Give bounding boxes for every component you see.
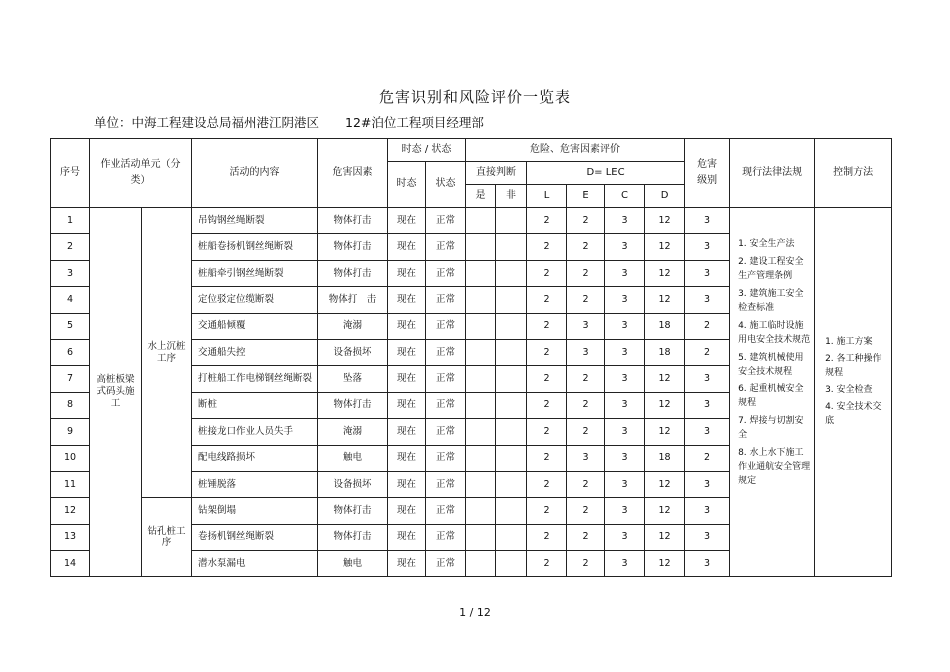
cell-level: 2 <box>685 339 730 365</box>
controls-cell <box>815 208 892 577</box>
header-activity-content: 活动的内容 <box>192 139 318 208</box>
cell-hazard: 物体打击 <box>318 208 388 234</box>
cell-E: 2 <box>567 392 605 418</box>
cell-L: 2 <box>527 551 567 577</box>
group-sub-2 <box>142 498 192 577</box>
header-yes: 是 <box>466 185 496 208</box>
cell-D: 12 <box>645 551 685 577</box>
cell-state: 正常 <box>426 208 466 234</box>
cell-C: 3 <box>605 260 645 286</box>
cell-state: 正常 <box>426 392 466 418</box>
cell-C: 3 <box>605 234 645 260</box>
cell-no <box>496 287 527 313</box>
cell-L: 2 <box>527 471 567 497</box>
cell-activity-content: 吊钩钢丝绳断裂 <box>192 208 318 234</box>
cell-tense: 现在 <box>388 524 426 550</box>
cell-L: 2 <box>527 524 567 550</box>
cell-seq: 8 <box>51 392 90 418</box>
cell-no <box>496 524 527 550</box>
cell-yes <box>466 419 496 445</box>
cell-L: 2 <box>527 419 567 445</box>
header-hazard-level-text: 危害级别 <box>697 159 718 186</box>
cell-no <box>496 339 527 365</box>
cell-L: 2 <box>527 260 567 286</box>
cell-state: 正常 <box>426 234 466 260</box>
group-outer <box>90 208 142 577</box>
cell-hazard: 淹溺 <box>318 419 388 445</box>
cell-state: 正常 <box>426 313 466 339</box>
cell-level: 3 <box>685 366 730 392</box>
cell-activity-content: 定位驳定位缆断裂 <box>192 287 318 313</box>
table-row <box>51 208 892 234</box>
cell-activity-content: 打桩船工作电梯钢丝绳断裂 <box>192 366 318 392</box>
cell-D: 12 <box>645 208 685 234</box>
cell-no <box>496 234 527 260</box>
header-hazard-level <box>685 139 730 208</box>
cell-E: 2 <box>567 366 605 392</box>
cell-E: 3 <box>567 339 605 365</box>
cell-C: 3 <box>605 524 645 550</box>
cell-L: 2 <box>527 366 567 392</box>
cell-E: 2 <box>567 551 605 577</box>
cell-seq: 1 <box>51 208 90 234</box>
cell-tense: 现在 <box>388 208 426 234</box>
cell-tense: 现在 <box>388 313 426 339</box>
cell-state: 正常 <box>426 524 466 550</box>
unit-suffix: 12#泊位工程项目经理部 <box>345 115 484 130</box>
law-item: 7. 焊接与切割安全 <box>738 416 804 441</box>
header-no: 非 <box>496 185 527 208</box>
cell-L: 2 <box>527 234 567 260</box>
cell-C: 3 <box>605 551 645 577</box>
header-risk-eval: 危险、危害因素评价 <box>466 139 685 162</box>
cell-L: 2 <box>527 313 567 339</box>
cell-seq: 6 <box>51 339 90 365</box>
cell-level: 3 <box>685 208 730 234</box>
group-sub-1-label: 水上沉桩工序 <box>147 340 186 364</box>
cell-yes <box>466 498 496 524</box>
cell-yes <box>466 287 496 313</box>
cell-tense: 现在 <box>388 339 426 365</box>
cell-E: 2 <box>567 524 605 550</box>
header-control: 控制方法 <box>815 139 892 208</box>
cell-tense: 现在 <box>388 471 426 497</box>
cell-D: 12 <box>645 366 685 392</box>
page-title: 危害识别和风险评价一览表 <box>378 88 571 106</box>
cell-hazard: 触电 <box>318 445 388 471</box>
cell-seq: 14 <box>51 551 90 577</box>
law-item: 1. 安全生产法 <box>738 239 795 249</box>
law-item: 5. 建筑机械使用安全技术规程 <box>738 352 804 377</box>
cell-no <box>496 551 527 577</box>
cell-activity-content: 断桩 <box>192 392 318 418</box>
cell-level: 2 <box>685 445 730 471</box>
cell-state: 正常 <box>426 287 466 313</box>
cell-tense: 现在 <box>388 287 426 313</box>
cell-activity-content: 配电线路损坏 <box>192 445 318 471</box>
cell-no <box>496 419 527 445</box>
cell-state: 正常 <box>426 339 466 365</box>
cell-activity-content: 交通船失控 <box>192 339 318 365</box>
cell-hazard: 物体打击 <box>318 524 388 550</box>
cell-activity-content: 桩接龙口作业人员失手 <box>192 419 318 445</box>
control-item: 4. 安全技术交底 <box>825 401 882 426</box>
cell-no <box>496 392 527 418</box>
cell-yes <box>466 392 496 418</box>
cell-hazard: 物体打 击 <box>318 287 388 313</box>
cell-E: 2 <box>567 498 605 524</box>
cell-seq: 9 <box>51 419 90 445</box>
cell-D: 12 <box>645 419 685 445</box>
cell-C: 3 <box>605 366 645 392</box>
risk-table <box>50 138 892 577</box>
cell-state: 正常 <box>426 498 466 524</box>
cell-E: 3 <box>567 445 605 471</box>
cell-tense: 现在 <box>388 551 426 577</box>
cell-L: 2 <box>527 498 567 524</box>
cell-C: 3 <box>605 208 645 234</box>
cell-C: 3 <box>605 313 645 339</box>
header-direct-judge: 直接判断 <box>466 162 527 185</box>
cell-activity-content: 潜水泵漏电 <box>192 551 318 577</box>
law-item: 8. 水上水下施工作业通航安全管理规定 <box>738 448 811 487</box>
cell-no <box>496 498 527 524</box>
page-number: 1 / 12 <box>459 606 491 619</box>
cell-no <box>496 445 527 471</box>
cell-D: 18 <box>645 313 685 339</box>
cell-hazard: 物体打击 <box>318 498 388 524</box>
header-unit-activity <box>90 139 192 208</box>
header-lec: D= LEC <box>527 162 685 185</box>
cell-seq: 5 <box>51 313 90 339</box>
header-L: L <box>527 185 567 208</box>
cell-yes <box>466 234 496 260</box>
cell-D: 12 <box>645 260 685 286</box>
cell-yes <box>466 445 496 471</box>
cell-seq: 10 <box>51 445 90 471</box>
cell-yes <box>466 524 496 550</box>
cell-tense: 现在 <box>388 234 426 260</box>
group-sub-1 <box>142 208 192 498</box>
cell-D: 12 <box>645 392 685 418</box>
cell-activity-content: 钻架倒塌 <box>192 498 318 524</box>
cell-D: 12 <box>645 471 685 497</box>
cell-hazard: 物体打击 <box>318 392 388 418</box>
cell-L: 2 <box>527 392 567 418</box>
cell-D: 12 <box>645 498 685 524</box>
cell-level: 3 <box>685 524 730 550</box>
laws-list <box>738 238 810 489</box>
cell-seq: 11 <box>51 471 90 497</box>
unit-prefix: 单位：中海工程建设总局福州港江阴港区 <box>94 115 320 130</box>
cell-level: 3 <box>685 260 730 286</box>
cell-no <box>496 208 527 234</box>
cell-tense: 现在 <box>388 498 426 524</box>
cell-yes <box>466 208 496 234</box>
cell-D: 12 <box>645 287 685 313</box>
header-unit-activity-text: 作业活动单元（分类） <box>100 159 181 186</box>
group-sub-2-label: 钻孔桩工序 <box>147 525 186 549</box>
cell-yes <box>466 313 496 339</box>
cell-hazard: 淹溺 <box>318 313 388 339</box>
cell-C: 3 <box>605 287 645 313</box>
cell-level: 2 <box>685 313 730 339</box>
cell-tense: 现在 <box>388 260 426 286</box>
law-item: 3. 建筑施工安全检查标准 <box>738 288 804 313</box>
cell-tense: 现在 <box>388 392 426 418</box>
cell-seq: 2 <box>51 234 90 260</box>
cell-L: 2 <box>527 445 567 471</box>
cell-activity-content: 交通船倾覆 <box>192 313 318 339</box>
law-item: 6. 起重机械安全规程 <box>738 384 804 409</box>
header-state: 状态 <box>426 162 466 208</box>
cell-L: 2 <box>527 287 567 313</box>
cell-E: 2 <box>567 208 605 234</box>
controls-list <box>825 336 887 429</box>
cell-seq: 12 <box>51 498 90 524</box>
cell-state: 正常 <box>426 260 466 286</box>
law-item: 2. 建设工程安全生产管理条例 <box>738 256 804 281</box>
cell-state: 正常 <box>426 366 466 392</box>
cell-C: 3 <box>605 445 645 471</box>
cell-no <box>496 471 527 497</box>
cell-E: 2 <box>567 260 605 286</box>
cell-seq: 3 <box>51 260 90 286</box>
control-item: 1. 施工方案 <box>825 337 873 347</box>
header-tense: 时态 <box>388 162 426 208</box>
cell-yes <box>466 366 496 392</box>
header-hazard-factor: 危害因素 <box>318 139 388 208</box>
cell-state: 正常 <box>426 445 466 471</box>
cell-yes <box>466 471 496 497</box>
cell-D: 12 <box>645 524 685 550</box>
cell-C: 3 <box>605 498 645 524</box>
cell-seq: 13 <box>51 524 90 550</box>
cell-activity-content: 桩锤脱落 <box>192 471 318 497</box>
cell-L: 2 <box>527 208 567 234</box>
control-item: 3. 安全检查 <box>825 384 873 395</box>
cell-D: 18 <box>645 339 685 365</box>
cell-level: 3 <box>685 419 730 445</box>
cell-hazard: 触电 <box>318 551 388 577</box>
cell-E: 3 <box>567 313 605 339</box>
cell-C: 3 <box>605 339 645 365</box>
cell-activity-content: 桩船卷扬机钢丝绳断裂 <box>192 234 318 260</box>
cell-tense: 现在 <box>388 445 426 471</box>
cell-state: 正常 <box>426 551 466 577</box>
cell-E: 2 <box>567 471 605 497</box>
cell-level: 3 <box>685 287 730 313</box>
cell-yes <box>466 551 496 577</box>
cell-tense: 现在 <box>388 366 426 392</box>
unit-line <box>94 113 484 131</box>
cell-seq: 4 <box>51 287 90 313</box>
cell-hazard: 设备损坏 <box>318 339 388 365</box>
header-laws: 现行法律法规 <box>730 139 815 208</box>
cell-level: 3 <box>685 498 730 524</box>
cell-D: 18 <box>645 445 685 471</box>
cell-hazard: 设备损坏 <box>318 471 388 497</box>
cell-E: 2 <box>567 234 605 260</box>
header-tense-state: 时态 / 状态 <box>388 139 466 162</box>
cell-E: 2 <box>567 419 605 445</box>
cell-C: 3 <box>605 471 645 497</box>
cell-activity-content: 卷扬机钢丝绳断裂 <box>192 524 318 550</box>
cell-seq: 7 <box>51 366 90 392</box>
header-seq: 序号 <box>51 139 90 208</box>
cell-D: 12 <box>645 234 685 260</box>
control-item: 2. 各工种操作规程 <box>825 353 882 378</box>
cell-hazard: 物体打击 <box>318 260 388 286</box>
group-outer-label: 高桩板梁式码头施工 <box>96 374 135 410</box>
header-C: C <box>605 185 645 208</box>
cell-no <box>496 313 527 339</box>
cell-activity-content: 桩船牵引钢丝绳断裂 <box>192 260 318 286</box>
cell-tense: 现在 <box>388 419 426 445</box>
cell-no <box>496 260 527 286</box>
header-D: D <box>645 185 685 208</box>
laws-cell <box>730 208 815 577</box>
cell-L: 2 <box>527 339 567 365</box>
cell-no <box>496 366 527 392</box>
cell-hazard: 物体打击 <box>318 234 388 260</box>
header-E: E <box>567 185 605 208</box>
cell-level: 3 <box>685 551 730 577</box>
table-body <box>51 208 892 577</box>
cell-level: 3 <box>685 392 730 418</box>
law-item: 4. 施工临时设施用电安全技术规范 <box>738 320 811 345</box>
cell-yes <box>466 339 496 365</box>
cell-yes <box>466 260 496 286</box>
cell-C: 3 <box>605 392 645 418</box>
cell-hazard: 坠落 <box>318 366 388 392</box>
cell-state: 正常 <box>426 419 466 445</box>
cell-level: 3 <box>685 234 730 260</box>
cell-C: 3 <box>605 419 645 445</box>
cell-level: 3 <box>685 471 730 497</box>
cell-state: 正常 <box>426 471 466 497</box>
cell-E: 2 <box>567 287 605 313</box>
